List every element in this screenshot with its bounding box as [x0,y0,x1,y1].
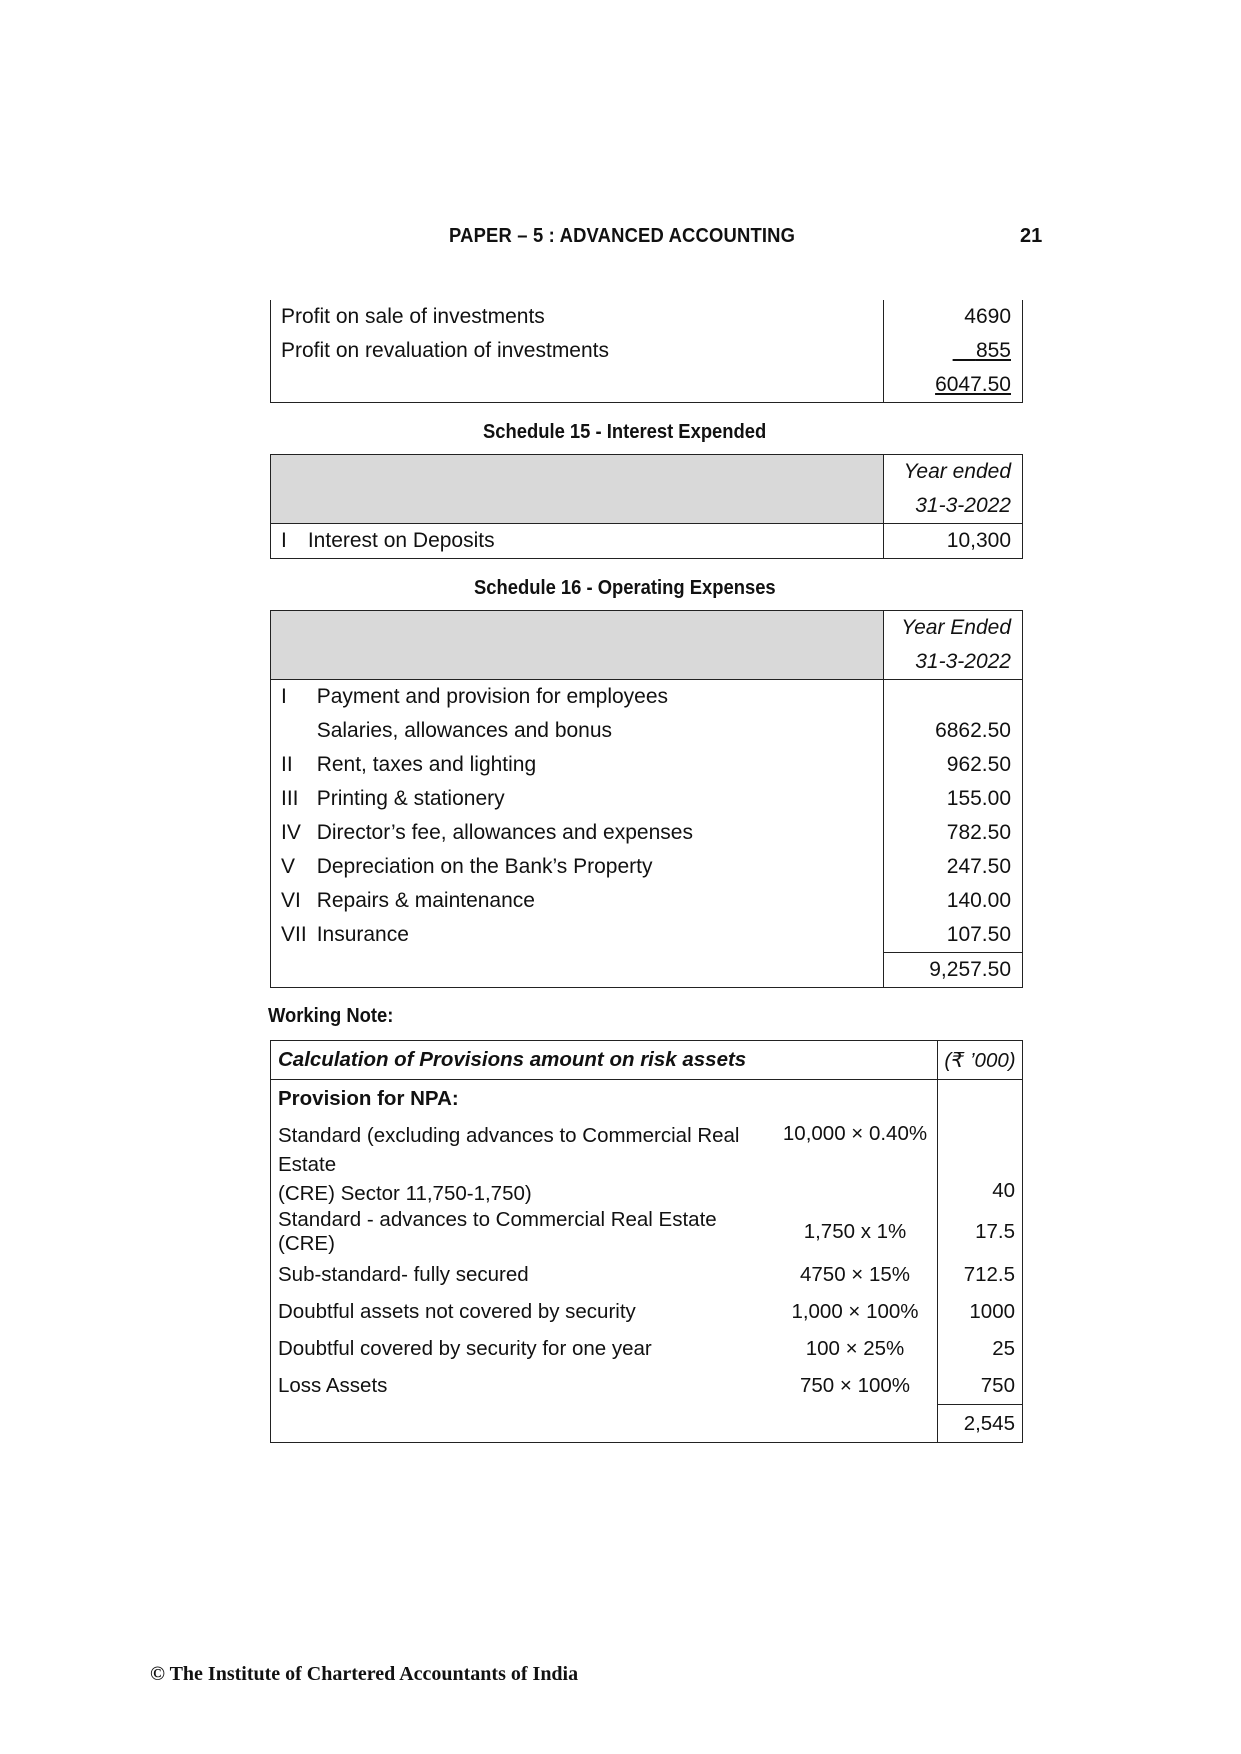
row-calculation: 1,000 × 100% [791,1299,919,1323]
table-row [271,748,1023,782]
footer-copyright: © The Institute of Chartered Accountants of India [150,1663,579,1685]
row-amount: 750 [938,1367,1023,1405]
underlined-amount [953,339,1011,362]
row-label-cell [271,524,884,559]
row-number: III [271,782,307,816]
row-amount: 1000 [938,1293,1023,1330]
row-amount: 247.50 [884,850,1023,884]
table-row [271,782,1023,816]
row-label: Doubtful assets not covered by security [271,1293,774,1330]
row-number: II [271,748,307,782]
row-amount [884,334,1023,368]
schedule15-title: Schedule 15 - Interest Expended [483,421,767,443]
schedule15-table [270,454,1023,559]
table-row [271,1330,1023,1367]
table-header-row [271,489,1023,524]
row-label: Repairs & maintenance [316,889,535,912]
total-amount: 9,257.50 [884,953,1023,988]
table-row [271,918,1023,953]
row-label: Printing & stationery [316,787,505,810]
section-heading: Provision for NPA: [271,1080,938,1118]
row-label-line: Standard (excluding advances to Commercial Real Estate [278,1124,740,1176]
row-label: Profit on sale of investments [271,300,884,334]
table-row [271,1117,1023,1208]
row-calculation: 4750 × 15% [800,1262,910,1286]
row-label [271,1117,774,1208]
row-amount: 17.5 [938,1208,1023,1256]
table-header-row [271,645,1023,680]
table-row [271,850,1023,884]
row-number: VII [271,918,307,953]
schedule16-table [270,610,1023,988]
row-label-line: (CRE) Sector 11,750-1,750) [278,1182,532,1205]
total-amount [884,368,1023,403]
section-row [271,1080,1023,1118]
row-number: I [281,529,287,552]
row-label: Interest on Deposits [307,529,495,552]
row-label: Standard - advances to Commercial Real Estate (CRE) [271,1208,774,1256]
total-value: 6047.50 [935,373,1011,396]
total-row [271,1405,1023,1443]
row-label: Profit on revaluation of investments [271,334,884,368]
row-number: VI [271,884,307,918]
table-row [271,300,1023,334]
table-row [271,714,1023,748]
column-header-year: Year Ended [884,611,1023,646]
row-calculation: 750 × 100% [800,1373,910,1397]
row-amount: 107.50 [884,918,1023,953]
row-label: Depreciation on the Bank’s Property [316,855,653,878]
column-header-year: Year ended [884,455,1023,490]
income-continuation-table [270,300,1023,403]
table-row [271,1293,1023,1330]
table-row [271,1208,1023,1256]
row-calculation: 10,000 × 0.40% [782,1122,928,1145]
table-header-row [271,455,1023,490]
row-amount: 140.00 [884,884,1023,918]
row-label: Sub-standard- fully secured [271,1256,774,1293]
column-header-date: 31-3-2022 [884,489,1023,524]
table-header-row [271,611,1023,646]
column-header-date: 31-3-2022 [884,645,1023,680]
row-number: I [271,680,307,715]
row-calculation: 100 × 25% [805,1336,905,1360]
page-number: 21 [1020,225,1043,247]
table-row [271,524,1023,559]
row-amount: 782.50 [884,816,1023,850]
working-note-title: Working Note: [268,1005,394,1027]
row-number: V [271,850,307,884]
unit-label: (₹ ’000) [938,1041,1023,1080]
page-header-title: PAPER – 5 : ADVANCED ACCOUNTING [449,225,796,247]
row-label: Salaries, allowances and bonus [316,719,613,742]
table-header-row [271,1041,1023,1080]
row-amount: 25 [938,1330,1023,1367]
table-row [271,334,1023,368]
schedule16-title: Schedule 16 - Operating Expenses [474,577,776,599]
table-row [271,1367,1023,1405]
table-title: Calculation of Provisions amount on risk assets [271,1041,938,1080]
row-label: Rent, taxes and lighting [316,753,537,776]
row-label: Payment and provision for employees [316,685,669,708]
row-label: Director’s fee, allowances and expenses [316,821,693,844]
row-calculation: 1,750 x 1% [803,1220,907,1243]
row-amount [884,680,1023,715]
total-row [271,368,1023,403]
amount-value: 855 [975,339,1011,362]
table-row [271,816,1023,850]
row-amount: 712.5 [938,1256,1023,1293]
row-amount: 962.50 [884,748,1023,782]
row-number [271,714,307,748]
provision-calculation-table [270,1040,1023,1443]
row-amount: 6862.50 [884,714,1023,748]
total-amount: 2,545 [938,1405,1023,1443]
row-amount: 4690 [884,300,1023,334]
table-row [271,884,1023,918]
row-label: Doubtful covered by security for one year [271,1330,774,1367]
row-label: Insurance [316,923,409,947]
row-amount: 10,300 [884,524,1023,559]
row-amount: 40 [938,1117,1023,1208]
table-row [271,680,1023,715]
row-number: IV [271,816,307,850]
table-row [271,1256,1023,1293]
total-row [271,953,1023,988]
row-amount: 155.00 [884,782,1023,816]
row-label: Loss Assets [271,1367,774,1405]
